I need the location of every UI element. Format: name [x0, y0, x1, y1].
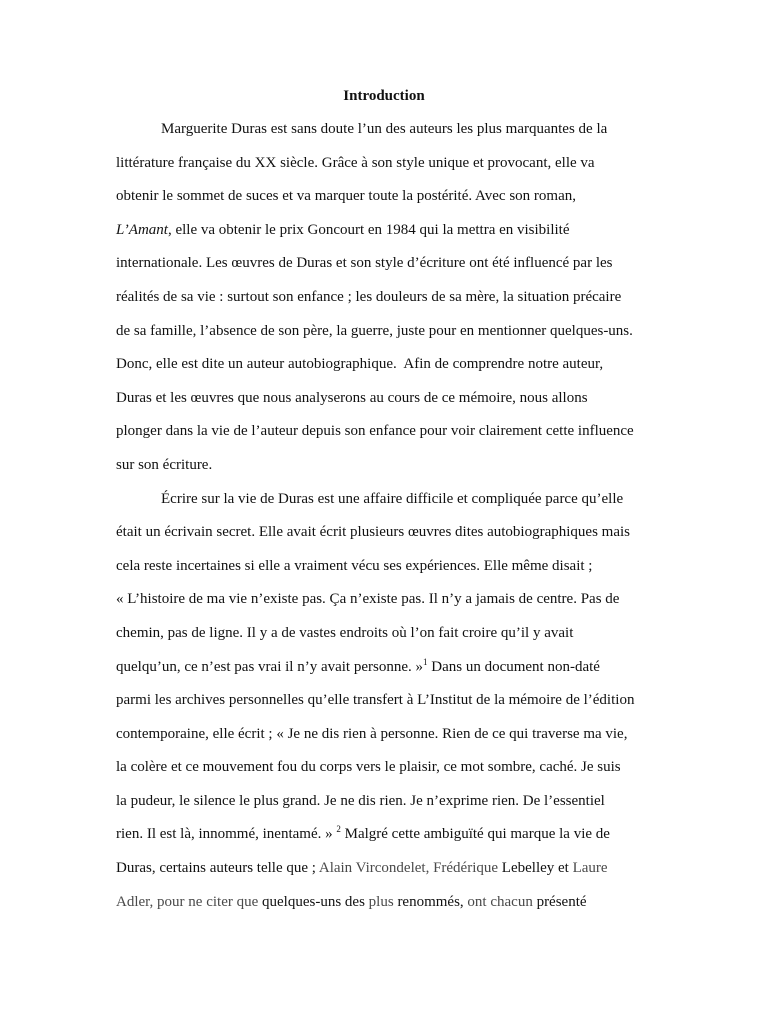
p2-line-3: cela reste incertaines si elle a vraiment vécu ses expériences. Elle même disait ; [116, 557, 593, 574]
footnote-ref-1: 1 [423, 656, 428, 667]
p1-line-8: Donc, elle est dite un auteur autobiographique. Afin de comprendre notre auteur, [116, 356, 604, 373]
p1-line-10: plonger dans la vie de l’auteur depuis son enfance pour voir clairement cette influence [116, 423, 634, 440]
p2-line-12-start: Duras, certains auteurs telle que ; [116, 860, 319, 877]
p2-line-13-part-1: quelques-uns des [262, 893, 365, 910]
p2-line-6 [116, 658, 656, 692]
p2-line-13-start: Adler, pour ne citer que [116, 893, 263, 910]
author-names-2: Lebelley et [498, 860, 569, 877]
p1-line-7: de sa famille, l’absence de son père, la guerre, juste pour en mentionner quelques-uns. [116, 322, 633, 339]
p2-line-11-after: Malgré cette ambiguïté qui marque la vie de [340, 826, 610, 843]
author-names-1: Alain Vircondelet, Frédérique [318, 860, 499, 877]
p2-line-4: « L’histoire de ma vie n’existe pas. Ça n’existe pas. Il n’y a jamais de centre. Pas de [116, 591, 620, 608]
p2-line-12 [116, 859, 656, 893]
p2-line-6-after: Dans un document non-daté [427, 658, 600, 675]
p2-line-11-before: rien. Il est là, innommé, inentamé. » [116, 826, 337, 843]
p1-line-3: obtenir le sommet de suces et va marquer toute la postérité. Avec son roman, [116, 188, 576, 205]
p1-line-11: sur son écriture. [116, 456, 213, 473]
p2-line-6-before: quelqu’un, ce n’est pas vrai il n’y avait personne. » [116, 658, 423, 675]
author-names-3: Laure [568, 860, 608, 877]
p2-line-10: la pudeur, le silence le plus grand. Je ne dis rien. Je n’exprime rien. De l’essentiel [116, 792, 605, 809]
p2-line-11 [116, 825, 656, 859]
p2-line-13-part-2: plus [364, 893, 394, 910]
footnote-ref-2: 2 [336, 824, 341, 835]
p1-line-2: littérature française du XX siècle. Grâce à son style unique et provocant, elle va [116, 154, 595, 171]
p1-line-9: Duras et les œuvres que nous analyserons au cours de ce mémoire, nous allons [116, 389, 588, 406]
p2-line-13-part-4: ont chacun [463, 893, 533, 910]
book-title-italic: L’Amant [116, 221, 168, 238]
p1-line-6: réalités de sa vie : surtout son enfance ; les douleurs de sa mère, la situation précaire [116, 288, 622, 305]
p2-line-13-part-3: renommés, [393, 893, 464, 910]
p2-line-13-part-5: présenté [532, 893, 587, 910]
p1-line-1: Marguerite Duras est sans doute l’un des auteurs les plus marquantes de la [161, 121, 608, 137]
p2-line-7: parmi les archives personnelles qu’elle transfert à L’Institut de la mémoire de l’édition [116, 692, 635, 709]
p1-line-4-rest: , elle va obtenir le prix Goncourt en 1984 qui la mettra en visibilité [167, 221, 570, 238]
p2-line-1: Écrire sur la vie de Duras est une affaire difficile et compliquée parce qu’elle [161, 490, 624, 507]
p2-line-8: contemporaine, elle écrit ; « Je ne dis rien à personne. Rien de ce qui traverse ma vie, [116, 725, 628, 742]
p2-line-5: chemin, pas de ligne. Il y a de vastes endroits où l’on fait croire qu’il y avait [116, 624, 574, 641]
p2-line-13 [116, 893, 656, 927]
document-body [116, 120, 656, 926]
p1-line-5: internationale. Les œuvres de Duras et son style d’écriture ont été influencé par les [116, 255, 613, 272]
p2-line-9: la colère et ce mouvement fou du corps vers le plaisir, ce mot sombre, caché. Je suis [116, 759, 621, 776]
p1-line-4 [116, 221, 656, 255]
p2-line-2: était un écrivain secret. Elle avait écrit plusieurs œuvres dites autobiographiques mais [116, 524, 630, 541]
document-title: Introduction [343, 88, 425, 104]
